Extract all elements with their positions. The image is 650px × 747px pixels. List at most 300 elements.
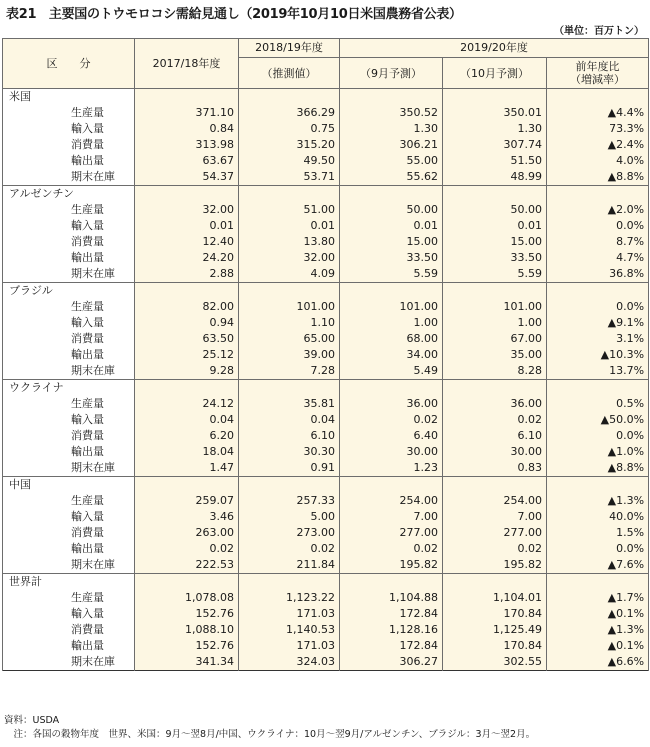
value-sep: 195.82 xyxy=(340,557,443,574)
value-oct: 350.01 xyxy=(443,105,547,121)
row-label: 消費量 xyxy=(71,623,104,636)
row-label-cell xyxy=(3,299,135,315)
value-change: ▲8.8% xyxy=(547,169,649,186)
value-oct: 0.01 xyxy=(443,218,547,234)
empty-cell xyxy=(547,477,649,494)
value-change: ▲2.4% xyxy=(547,137,649,153)
row-label: 期末在庫 xyxy=(71,170,115,183)
empty-cell xyxy=(135,574,239,591)
empty-cell xyxy=(443,574,547,591)
table-row xyxy=(3,153,649,169)
value-change: 1.5% xyxy=(547,525,649,541)
value-change: ▲8.8% xyxy=(547,460,649,477)
empty-cell xyxy=(239,186,340,203)
value-sep: 50.00 xyxy=(340,202,443,218)
value-change: ▲2.0% xyxy=(547,202,649,218)
row-label: 生産量 xyxy=(71,203,104,216)
value-2017: 63.67 xyxy=(135,153,239,169)
value-oct: 254.00 xyxy=(443,493,547,509)
table-row xyxy=(3,250,649,266)
value-2017: 18.04 xyxy=(135,444,239,460)
row-label-cell xyxy=(3,331,135,347)
value-change: ▲50.0% xyxy=(547,412,649,428)
value-2017: 0.94 xyxy=(135,315,239,331)
value-2017: 0.02 xyxy=(135,541,239,557)
value-sep: 33.50 xyxy=(340,250,443,266)
empty-cell xyxy=(340,380,443,397)
value-change: 0.0% xyxy=(547,541,649,557)
row-label-cell xyxy=(3,315,135,331)
value-change: 0.0% xyxy=(547,428,649,444)
row-label-cell xyxy=(3,509,135,525)
header-change-sub: （増減率） xyxy=(570,73,626,86)
row-label: 消費量 xyxy=(71,138,104,151)
value-2017: 1.47 xyxy=(135,460,239,477)
value-change: 0.0% xyxy=(547,218,649,234)
row-label: 生産量 xyxy=(71,106,104,119)
value-2018: 51.00 xyxy=(239,202,340,218)
value-change: ▲1.0% xyxy=(547,444,649,460)
group-name: 世界計 xyxy=(3,574,135,591)
row-label-cell xyxy=(3,153,135,169)
empty-cell xyxy=(135,380,239,397)
value-sep: 30.00 xyxy=(340,444,443,460)
table-title: 表21 主要国のトウモロコシ需給見通し（2019年10月10日米国農務省公表） xyxy=(6,7,462,22)
value-change: ▲0.1% xyxy=(547,606,649,622)
empty-cell xyxy=(239,477,340,494)
group-row xyxy=(3,89,649,106)
table-row xyxy=(3,525,649,541)
table-row xyxy=(3,202,649,218)
value-2018: 49.50 xyxy=(239,153,340,169)
value-oct: 35.00 xyxy=(443,347,547,363)
row-label: 輸出量 xyxy=(71,348,104,361)
row-label: 輸入量 xyxy=(71,122,104,135)
table-row xyxy=(3,218,649,234)
empty-cell xyxy=(340,477,443,494)
table-row xyxy=(3,266,649,283)
value-oct: 30.00 xyxy=(443,444,547,460)
table-row xyxy=(3,169,649,186)
empty-cell xyxy=(443,283,547,300)
group-name: アルゼンチン xyxy=(3,186,135,203)
value-change: 13.7% xyxy=(547,363,649,380)
row-label: 生産量 xyxy=(71,591,104,604)
value-sep: 101.00 xyxy=(340,299,443,315)
value-2018: 0.91 xyxy=(239,460,340,477)
value-2018: 1,140.53 xyxy=(239,622,340,638)
value-2018: 211.84 xyxy=(239,557,340,574)
header-2018-sub: （推測値） xyxy=(239,58,340,89)
value-change: ▲1.3% xyxy=(547,493,649,509)
row-label: 消費量 xyxy=(71,235,104,248)
value-2017: 24.12 xyxy=(135,396,239,412)
value-2018: 35.81 xyxy=(239,396,340,412)
value-2017: 25.12 xyxy=(135,347,239,363)
table-row xyxy=(3,460,649,477)
row-label-cell xyxy=(3,169,135,186)
table-header xyxy=(3,39,649,89)
empty-cell xyxy=(135,186,239,203)
table-row xyxy=(3,541,649,557)
table-row xyxy=(3,444,649,460)
table-row xyxy=(3,331,649,347)
row-label-cell xyxy=(3,121,135,137)
value-2018: 1.10 xyxy=(239,315,340,331)
value-2017: 1,078.08 xyxy=(135,590,239,606)
row-label-cell xyxy=(3,606,135,622)
table-row xyxy=(3,412,649,428)
header-2019: 2019/20年度 xyxy=(340,39,649,58)
row-label: 輸出量 xyxy=(71,251,104,264)
row-label: 消費量 xyxy=(71,526,104,539)
value-oct: 277.00 xyxy=(443,525,547,541)
value-sep: 1.00 xyxy=(340,315,443,331)
row-label: 輸入量 xyxy=(71,510,104,523)
value-sep: 172.84 xyxy=(340,638,443,654)
value-sep: 68.00 xyxy=(340,331,443,347)
value-2017: 0.01 xyxy=(135,218,239,234)
row-label: 期末在庫 xyxy=(71,655,115,668)
row-label: 消費量 xyxy=(71,332,104,345)
value-sep: 306.21 xyxy=(340,137,443,153)
value-change: ▲1.3% xyxy=(547,622,649,638)
value-2018: 65.00 xyxy=(239,331,340,347)
value-2018: 0.02 xyxy=(239,541,340,557)
value-oct: 8.28 xyxy=(443,363,547,380)
row-label: 期末在庫 xyxy=(71,558,115,571)
empty-cell xyxy=(547,186,649,203)
value-oct: 6.10 xyxy=(443,428,547,444)
value-2018: 53.71 xyxy=(239,169,340,186)
empty-cell xyxy=(547,380,649,397)
row-label-cell xyxy=(3,396,135,412)
header-change xyxy=(547,58,649,89)
value-2017: 259.07 xyxy=(135,493,239,509)
value-oct: 302.55 xyxy=(443,654,547,671)
value-change: 4.0% xyxy=(547,153,649,169)
value-oct: 0.83 xyxy=(443,460,547,477)
value-oct: 1,125.49 xyxy=(443,622,547,638)
value-2018: 315.20 xyxy=(239,137,340,153)
row-label-cell xyxy=(3,363,135,380)
value-2018: 32.00 xyxy=(239,250,340,266)
empty-cell xyxy=(135,477,239,494)
empty-cell xyxy=(443,89,547,106)
table-row xyxy=(3,638,649,654)
row-label-cell xyxy=(3,234,135,250)
value-oct: 7.00 xyxy=(443,509,547,525)
table-row xyxy=(3,509,649,525)
value-sep: 254.00 xyxy=(340,493,443,509)
value-2017: 222.53 xyxy=(135,557,239,574)
table-row xyxy=(3,105,649,121)
value-sep: 5.59 xyxy=(340,266,443,283)
row-label: 生産量 xyxy=(71,494,104,507)
value-2018: 6.10 xyxy=(239,428,340,444)
row-label-cell xyxy=(3,428,135,444)
value-2017: 263.00 xyxy=(135,525,239,541)
header-change-label: 前年度比 xyxy=(575,60,620,73)
value-change: ▲7.6% xyxy=(547,557,649,574)
value-sep: 277.00 xyxy=(340,525,443,541)
value-sep: 5.49 xyxy=(340,363,443,380)
value-2017: 152.76 xyxy=(135,638,239,654)
value-2017: 6.20 xyxy=(135,428,239,444)
table-body xyxy=(3,89,649,671)
empty-cell xyxy=(547,89,649,106)
value-change: 0.0% xyxy=(547,299,649,315)
value-change: ▲9.1% xyxy=(547,315,649,331)
value-oct: 0.02 xyxy=(443,541,547,557)
table-row xyxy=(3,622,649,638)
row-label: 輸出量 xyxy=(71,542,104,555)
table-row xyxy=(3,121,649,137)
row-label: 生産量 xyxy=(71,300,104,313)
value-2018: 171.03 xyxy=(239,638,340,654)
value-2018: 30.30 xyxy=(239,444,340,460)
value-2018: 0.75 xyxy=(239,121,340,137)
empty-cell xyxy=(239,380,340,397)
header-2018: 2018/19年度 xyxy=(239,39,340,58)
value-2017: 313.98 xyxy=(135,137,239,153)
value-oct: 170.84 xyxy=(443,638,547,654)
empty-cell xyxy=(239,89,340,106)
value-sep: 1,104.88 xyxy=(340,590,443,606)
value-2018: 5.00 xyxy=(239,509,340,525)
value-2017: 24.20 xyxy=(135,250,239,266)
value-oct: 101.00 xyxy=(443,299,547,315)
row-label-cell xyxy=(3,638,135,654)
table-row xyxy=(3,654,649,671)
row-label-cell xyxy=(3,266,135,283)
value-2017: 152.76 xyxy=(135,606,239,622)
empty-cell xyxy=(135,283,239,300)
group-row xyxy=(3,283,649,300)
row-label-cell xyxy=(3,557,135,574)
empty-cell xyxy=(239,574,340,591)
row-label: 輸入量 xyxy=(71,413,104,426)
empty-cell xyxy=(443,380,547,397)
value-2017: 0.04 xyxy=(135,412,239,428)
table-row xyxy=(3,137,649,153)
value-oct: 0.02 xyxy=(443,412,547,428)
value-sep: 0.02 xyxy=(340,541,443,557)
group-row xyxy=(3,380,649,397)
row-label-cell xyxy=(3,590,135,606)
row-label-cell xyxy=(3,202,135,218)
value-oct: 51.50 xyxy=(443,153,547,169)
value-2018: 0.04 xyxy=(239,412,340,428)
row-label-cell xyxy=(3,541,135,557)
value-oct: 1,104.01 xyxy=(443,590,547,606)
footnote: 注：各国の穀物年度 世界、米国：9月～翌8月/中国、ウクライナ：10月～翌9月/アルゼンチン、ブラジル：3月～翌2月。 xyxy=(4,729,536,740)
value-2018: 13.80 xyxy=(239,234,340,250)
value-2018: 171.03 xyxy=(239,606,340,622)
value-sep: 1,128.16 xyxy=(340,622,443,638)
value-2018: 257.33 xyxy=(239,493,340,509)
value-sep: 1.30 xyxy=(340,121,443,137)
value-oct: 48.99 xyxy=(443,169,547,186)
row-label: 輸入量 xyxy=(71,607,104,620)
value-change: ▲10.3% xyxy=(547,347,649,363)
table-row xyxy=(3,396,649,412)
group-name: ブラジル xyxy=(3,283,135,300)
value-2017: 2.88 xyxy=(135,266,239,283)
notes xyxy=(4,714,535,742)
value-sep: 15.00 xyxy=(340,234,443,250)
row-label: 消費量 xyxy=(71,429,104,442)
row-label-cell xyxy=(3,412,135,428)
value-oct: 36.00 xyxy=(443,396,547,412)
value-2018: 366.29 xyxy=(239,105,340,121)
value-2017: 371.10 xyxy=(135,105,239,121)
value-change: 73.3% xyxy=(547,121,649,137)
table-row xyxy=(3,493,649,509)
row-label-cell xyxy=(3,493,135,509)
row-label-cell xyxy=(3,250,135,266)
row-label-cell xyxy=(3,444,135,460)
value-oct: 67.00 xyxy=(443,331,547,347)
header-2017: 2017/18年度 xyxy=(135,39,239,89)
value-change: 8.7% xyxy=(547,234,649,250)
header-category: 区 分 xyxy=(3,39,135,89)
value-sep: 55.62 xyxy=(340,169,443,186)
group-name: 中国 xyxy=(3,477,135,494)
row-label-cell xyxy=(3,525,135,541)
value-change: 4.7% xyxy=(547,250,649,266)
value-2018: 273.00 xyxy=(239,525,340,541)
value-2017: 0.84 xyxy=(135,121,239,137)
row-label-cell xyxy=(3,137,135,153)
value-oct: 1.30 xyxy=(443,121,547,137)
value-2017: 12.40 xyxy=(135,234,239,250)
group-row xyxy=(3,186,649,203)
table-row xyxy=(3,315,649,331)
value-oct: 170.84 xyxy=(443,606,547,622)
value-sep: 55.00 xyxy=(340,153,443,169)
table-row xyxy=(3,299,649,315)
value-sep: 172.84 xyxy=(340,606,443,622)
value-2017: 3.46 xyxy=(135,509,239,525)
row-label: 期末在庫 xyxy=(71,461,115,474)
value-2017: 54.37 xyxy=(135,169,239,186)
value-2017: 63.50 xyxy=(135,331,239,347)
row-label: 輸入量 xyxy=(71,219,104,232)
row-label-cell xyxy=(3,622,135,638)
table-row xyxy=(3,347,649,363)
header-sep-forecast: （9月予測） xyxy=(340,58,443,89)
value-sep: 34.00 xyxy=(340,347,443,363)
empty-cell xyxy=(340,283,443,300)
value-change: 3.1% xyxy=(547,331,649,347)
value-sep: 306.27 xyxy=(340,654,443,671)
supply-demand-table xyxy=(2,38,649,671)
value-sep: 0.01 xyxy=(340,218,443,234)
group-name: ウクライナ xyxy=(3,380,135,397)
value-2018: 7.28 xyxy=(239,363,340,380)
row-label: 生産量 xyxy=(71,397,104,410)
value-2017: 9.28 xyxy=(135,363,239,380)
value-2018: 1,123.22 xyxy=(239,590,340,606)
empty-cell xyxy=(340,89,443,106)
row-label: 期末在庫 xyxy=(71,364,115,377)
empty-cell xyxy=(547,283,649,300)
value-sep: 0.02 xyxy=(340,412,443,428)
value-change: 40.0% xyxy=(547,509,649,525)
group-name: 米国 xyxy=(3,89,135,106)
table-row xyxy=(3,590,649,606)
value-oct: 307.74 xyxy=(443,137,547,153)
row-label-cell xyxy=(3,654,135,671)
value-oct: 5.59 xyxy=(443,266,547,283)
value-2018: 0.01 xyxy=(239,218,340,234)
table-row xyxy=(3,234,649,250)
row-label-cell xyxy=(3,105,135,121)
value-change: 36.8% xyxy=(547,266,649,283)
value-2017: 82.00 xyxy=(135,299,239,315)
value-2017: 341.34 xyxy=(135,654,239,671)
empty-cell xyxy=(340,186,443,203)
value-oct: 15.00 xyxy=(443,234,547,250)
value-change: ▲1.7% xyxy=(547,590,649,606)
table-row xyxy=(3,557,649,574)
value-2017: 32.00 xyxy=(135,202,239,218)
value-sep: 350.52 xyxy=(340,105,443,121)
value-change: 0.5% xyxy=(547,396,649,412)
empty-cell xyxy=(340,574,443,591)
header-oct-forecast: （10月予測） xyxy=(443,58,547,89)
empty-cell xyxy=(239,283,340,300)
value-change: ▲0.1% xyxy=(547,638,649,654)
source-note: 資料：USDA xyxy=(4,715,60,726)
value-2018: 4.09 xyxy=(239,266,340,283)
table-row xyxy=(3,428,649,444)
value-sep: 36.00 xyxy=(340,396,443,412)
table-row xyxy=(3,363,649,380)
row-label: 期末在庫 xyxy=(71,267,115,280)
table-row xyxy=(3,606,649,622)
empty-cell xyxy=(443,186,547,203)
value-2017: 1,088.10 xyxy=(135,622,239,638)
group-row xyxy=(3,477,649,494)
value-sep: 1.23 xyxy=(340,460,443,477)
value-2018: 39.00 xyxy=(239,347,340,363)
row-label-cell xyxy=(3,218,135,234)
unit-label: （単位：百万トン） xyxy=(554,26,644,37)
empty-cell xyxy=(443,477,547,494)
row-label-cell xyxy=(3,347,135,363)
value-2018: 324.03 xyxy=(239,654,340,671)
row-label: 輸出量 xyxy=(71,445,104,458)
row-label: 輸入量 xyxy=(71,316,104,329)
row-label: 輸出量 xyxy=(71,639,104,652)
value-oct: 33.50 xyxy=(443,250,547,266)
empty-cell xyxy=(135,89,239,106)
value-2018: 101.00 xyxy=(239,299,340,315)
row-label-cell xyxy=(3,460,135,477)
row-label: 輸出量 xyxy=(71,154,104,167)
value-sep: 7.00 xyxy=(340,509,443,525)
value-oct: 50.00 xyxy=(443,202,547,218)
value-sep: 6.40 xyxy=(340,428,443,444)
value-change: ▲6.6% xyxy=(547,654,649,671)
value-change: ▲4.4% xyxy=(547,105,649,121)
value-oct: 1.00 xyxy=(443,315,547,331)
group-row xyxy=(3,574,649,591)
value-oct: 195.82 xyxy=(443,557,547,574)
empty-cell xyxy=(547,574,649,591)
